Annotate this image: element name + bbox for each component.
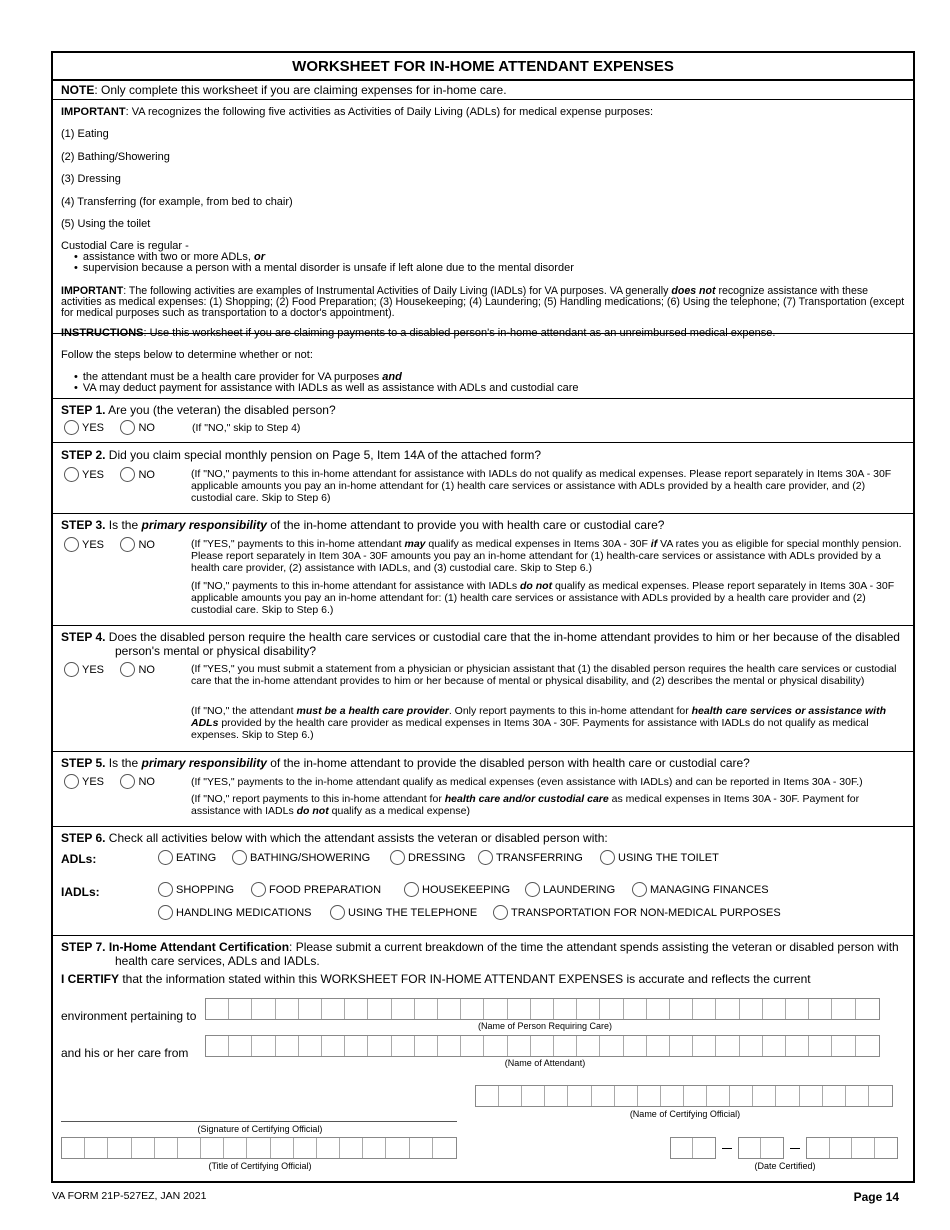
important-section xyxy=(53,100,913,334)
step6-question: STEP 6. Check all activities below with which the attendant assists the veteran or disabled person with: xyxy=(61,831,608,845)
adl-eating-checkbox[interactable]: EATING xyxy=(158,850,216,865)
step4-question: STEP 4. Does the disabled person require the health care services or custodial care that the in-home attendant provides to him or her because of the disabled person's mental or physical disability? xyxy=(61,630,900,658)
adl-item: (2) Bathing/Showering xyxy=(61,151,170,163)
iadl-medications-checkbox[interactable]: HANDLING MEDICATIONS xyxy=(158,905,311,920)
follow-bullets xyxy=(61,372,906,394)
iadl-telephone-checkbox[interactable]: USING THE TELEPHONE xyxy=(330,905,477,920)
environment-label: environment pertaining to xyxy=(61,1009,197,1023)
step5-question: STEP 5. Is the primary responsibility of the in-home attendant to provide the disabled person with health care or custodial care? xyxy=(61,756,750,770)
adl-item: (1) Eating xyxy=(61,128,109,140)
custodial-bullet: • assistance with two or more ADLs, or xyxy=(83,252,905,263)
iadl-food-prep-checkbox[interactable]: FOOD PREPARATION xyxy=(251,882,381,897)
adl-item: (4) Transferring (for example, from bed to chair) xyxy=(61,196,293,208)
step3-question: STEP 3. Is the primary responsibility of the in-home attendant to provide you with health care or custodial care? xyxy=(61,518,665,532)
step5-yes-radio[interactable]: YES xyxy=(64,774,104,789)
adl-item: (5) Using the toilet xyxy=(61,218,151,230)
step4-no-explanation: (If "NO," the attendant must be a health care provider. Only report payments to this in-home attendant for health care services or assistance with ADLs provided by the health care provider as medical expenses in Items 30A - 30F. Payments for assistance with IADLs do not qualify as medical expenses. Skip to Step 6.) xyxy=(191,705,886,741)
step3-yes-radio[interactable]: YES xyxy=(64,537,104,552)
adl-bathing-checkbox[interactable]: BATHING/SHOWERING xyxy=(232,850,370,865)
instructions: INSTRUCTIONS: Use this worksheet if you are claiming payments to a disabled person's in-home attendant as an unreimbursed medical expense. xyxy=(61,327,776,339)
step4-no-radio[interactable]: NO xyxy=(120,662,155,677)
step1-no-radio[interactable]: NO xyxy=(120,420,155,435)
date-caption: (Date Certified) xyxy=(754,1161,816,1171)
step1-question: STEP 1. Are you (the veteran) the disabled person? xyxy=(61,403,336,417)
adls-label: ADLs: xyxy=(61,852,97,866)
attendant-name-field[interactable] xyxy=(205,1035,880,1057)
adl-transferring-checkbox[interactable]: TRANSFERRING xyxy=(478,850,583,865)
page-number: Page 14 xyxy=(853,1190,899,1204)
adl-dressing-checkbox[interactable]: DRESSING xyxy=(390,850,465,865)
step2-options xyxy=(64,467,167,487)
step3-no-explanation: (If "NO," payments to this in-home attendant for assistance with IADLs do not qualify as medical expenses. Please report separately in Items 30A - 30F applicable amounts you pay an in-home attendant for: (1) health care services or assistance with ADLs provided by a health care provider and (2) custodial care. Skip to Step 6.) xyxy=(191,580,895,616)
follow-bullet: • VA may deduct payment for assistance with IADLs as well as assistance with ADLs and custodial care xyxy=(83,383,906,394)
step7-heading: STEP 7. In-Home Attendant Certification: Please submit a current breakdown of the time the attendant spends assisting the veteran or disabled person with health care services, ADLs and IADLs. xyxy=(61,940,899,968)
step2-yes-radio[interactable]: YES xyxy=(64,467,104,482)
step5-yes-explanation: (If "YES," payments to the in-home attendant qualify as medical expenses (even assistance with IADLs) and can be reported in Items 30A - 30F.) xyxy=(191,776,863,788)
custodial-bullet: • supervision because a person with a mental disorder is unsafe if left alone due to the mental disorder xyxy=(83,263,905,274)
official-title-field[interactable] xyxy=(61,1137,457,1159)
step2-explanation: (If "NO," payments to this in-home attendant for assistance with IADLs do not qualify as medical expenses. Please report separately in Items 30A - 30F applicable amounts you pay an in-home attendant for (1) health care services or assistance with ADLs provided by a health care provider, and (2) custodial care. Skip to Step 6) xyxy=(191,468,892,504)
iadls-label: IADLs: xyxy=(61,885,100,899)
adl-toilet-checkbox[interactable]: USING THE TOILET xyxy=(600,850,719,865)
adl-item: (3) Dressing xyxy=(61,173,121,185)
iadl-housekeeping-checkbox[interactable]: HOUSEKEEPING xyxy=(404,882,510,897)
step5-no-radio[interactable]: NO xyxy=(120,774,155,789)
custodial-care: Custodial Care is regular - • assistance with two or more ADLs, or • supervision because a person with a mental disorder is unsafe if left alone due to the mental disorder xyxy=(61,240,905,274)
certify-text: I CERTIFY that the information stated within this WORKSHEET FOR IN-HOME ATTENDANT EXPENSES is accurate and reflects the current xyxy=(61,972,811,986)
step2-question: STEP 2. Did you claim special monthly pension on Page 5, Item 14A of the attached form? xyxy=(61,448,542,462)
iadl-transportation-checkbox[interactable]: TRANSPORTATION FOR NON-MEDICAL PURPOSES xyxy=(493,905,781,920)
follow-text: Follow the steps below to determine whether or not: xyxy=(61,349,313,361)
step2-no-radio[interactable]: NO xyxy=(120,467,155,482)
signature-line[interactable] xyxy=(61,1121,457,1122)
step5-options xyxy=(64,774,167,794)
signature-caption: (Signature of Certifying Official) xyxy=(197,1124,323,1134)
step4-yes-radio[interactable]: YES xyxy=(64,662,104,677)
date-certified-field[interactable] xyxy=(670,1137,898,1159)
step1-options xyxy=(64,420,167,440)
important-iadl-text: IMPORTANT: The following activities are examples of Instrumental Activities of Daily Living (IADLs) for VA purposes. VA generally does not recognize assistance with these activities as medical expenses: (1) Shopping; (2) Food Preparation; (3) Housekeeping; (4) Laundering; (5) Handling medications; (6) Using the telephone; (7) Transportation (except for medical purposes such as transportation to a doctor's appointment). xyxy=(61,285,905,319)
form-title: WORKSHEET FOR IN-HOME ATTENDANT EXPENSES xyxy=(53,53,913,81)
step1-skip: (If "NO," skip to Step 4) xyxy=(192,422,301,434)
follow-bullet: • the attendant must be a health care provider for VA purposes and xyxy=(83,372,906,383)
important-adl-text: IMPORTANT: VA recognizes the following five activities as Activities of Daily Living (ADLs) for medical expense purposes: xyxy=(61,106,654,118)
form-number: VA FORM 21P-527EZ, JAN 2021 xyxy=(52,1190,207,1202)
person-caption: (Name of Person Requiring Care) xyxy=(477,1021,613,1031)
step1-yes-radio[interactable]: YES xyxy=(64,420,104,435)
iadl-finances-checkbox[interactable]: MANAGING FINANCES xyxy=(632,882,769,897)
step5-no-explanation: (If "NO," report payments to this in-home attendant for health care and/or custodial care as medical expenses in Items 30A - 30F. Payment for assistance with IADLs do not qualify as a medical expense) xyxy=(191,793,860,817)
step4-yes-explanation: (If "YES," you must submit a statement from a physician or physician assistant that (1) the disabled person requires the health care services or custodial care that the in-home attendant provides to him or her because of mental or physical disability, and (2) describes the mental or physical disability) xyxy=(191,663,897,687)
note: NOTE: Only complete this worksheet if you are claiming expenses for in-home care. xyxy=(53,81,913,100)
official-name-caption: (Name of Certifying Official) xyxy=(629,1109,741,1119)
title-caption: (Title of Certifying Official) xyxy=(208,1161,312,1171)
care-from-label: and his or her care from xyxy=(61,1046,189,1060)
person-requiring-care-field[interactable] xyxy=(205,998,880,1020)
step4-options xyxy=(64,662,167,682)
certifying-official-name-field[interactable] xyxy=(475,1085,893,1107)
attendant-caption: (Name of Attendant) xyxy=(504,1058,586,1068)
iadl-laundering-checkbox[interactable]: LAUNDERING xyxy=(525,882,615,897)
step3-yes-explanation: (If "YES," payments to this in-home attendant may qualify as medical expenses in Items 30A - 30F if VA rates you as eligible for special monthly pension. Please report separately in Item 30A - 30F amounts you pay an in-home attendant for (1) health-care services or assistance with ADLs provided by a health care provider, (2) assistance with IADLs, and (3) custodial care. Skip to Step 6.) xyxy=(191,538,902,574)
step3-no-radio[interactable]: NO xyxy=(120,537,155,552)
step3-options xyxy=(64,537,167,557)
iadl-shopping-checkbox[interactable]: SHOPPING xyxy=(158,882,234,897)
